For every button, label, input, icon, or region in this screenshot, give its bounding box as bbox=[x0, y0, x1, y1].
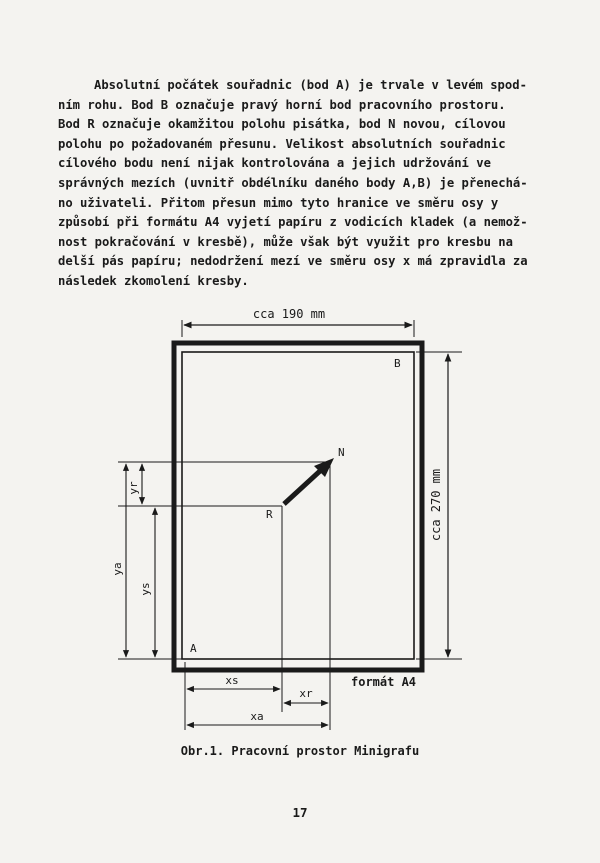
format-label: formát A4 bbox=[351, 675, 417, 689]
point-a: A bbox=[190, 642, 197, 655]
label-ys: ys bbox=[139, 582, 152, 596]
label-xa: xa bbox=[250, 710, 264, 723]
text-line: polohu po požadovaném přesunu. Velikost absolutních souřadnic bbox=[58, 136, 506, 151]
text-line: cílového bodu není nijak kontrolována a jejich udržování ve bbox=[58, 156, 491, 171]
width-label: cca 190 mm bbox=[252, 307, 326, 321]
text-line: nost pokračování v kresbě), může však být využit pro kresbu na bbox=[58, 234, 513, 249]
label-xr: xr bbox=[299, 687, 313, 700]
text-line: ním rohu. Bod B označuje pravý horní bod pracovního prostoru. bbox=[58, 97, 506, 112]
label-xs: xs bbox=[225, 674, 239, 687]
text-line: následek zkomolení kresby. bbox=[58, 273, 249, 288]
text-line: delší pás papíru; nedodržení mezí ve směru osy x má zpravidla za bbox=[58, 254, 528, 269]
text-line: Absolutní počátek souřadnic (bod A) je trvale v levém spod- bbox=[94, 78, 527, 92]
move-arrow bbox=[284, 471, 320, 504]
label-ya: ya bbox=[111, 562, 124, 576]
height-label: cca 270 mm bbox=[429, 468, 443, 542]
point-n: N bbox=[338, 446, 345, 459]
text-line: způsobí při formátu A4 vyjetí papíru z vodicích kladek (a nemož- bbox=[58, 215, 528, 230]
point-r: R bbox=[266, 508, 273, 521]
figure-caption: Obr.1. Pracovní prostor Minigrafu bbox=[180, 744, 420, 758]
label-yr: yr bbox=[127, 481, 140, 495]
text-line: správných mezích (uvnitř obdélníku daného body A,B) je přenechá- bbox=[58, 175, 528, 190]
page-number: 17 bbox=[292, 805, 308, 820]
text-line: no uživateli. Přitom přesun mimo tyto hranice ve směru osy y bbox=[58, 195, 499, 210]
point-b: B bbox=[394, 357, 401, 370]
text-line: Bod R označuje okamžitou polohu pisátka, bod N novou, cílovou bbox=[58, 117, 506, 132]
